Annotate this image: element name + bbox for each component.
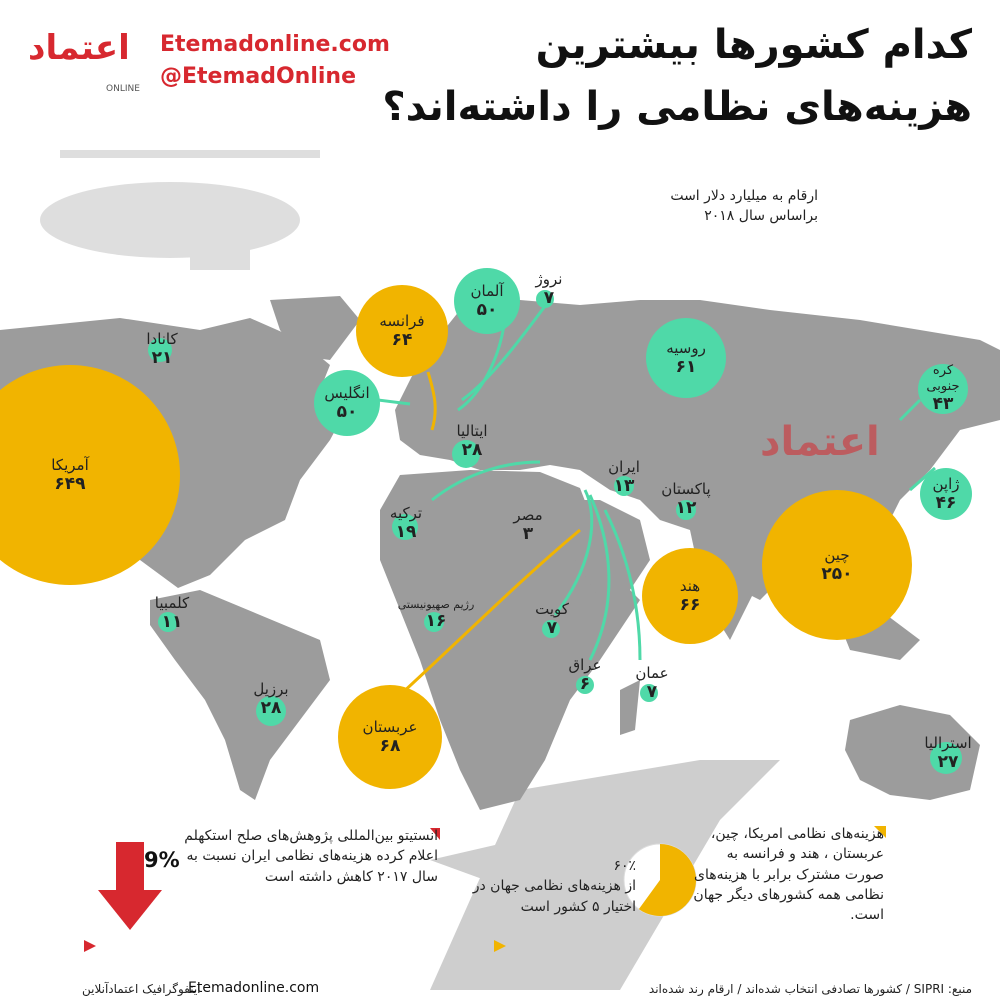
label-brazil [236, 680, 306, 718]
label-turkey [374, 504, 438, 542]
label-pakistan [650, 480, 722, 518]
country-name: هند [679, 576, 701, 595]
country-name: مصر [513, 506, 543, 524]
country-value: ۱۳ [613, 476, 635, 496]
country-value: ۷ [543, 288, 555, 308]
country-name: نروژ [535, 270, 563, 288]
country-name: چین [824, 545, 850, 564]
country-value: ۲۸ [260, 698, 282, 718]
country-name: روسیه [666, 338, 706, 357]
country-name: عربستان [362, 717, 418, 736]
label-oman [624, 664, 680, 702]
country-value: ۱۲ [675, 498, 697, 518]
country-name: ترکیه [389, 504, 423, 522]
country-name: رژیم صهیونیستی [397, 598, 475, 611]
bubble-japan [920, 468, 972, 520]
country-name: فرانسه [379, 311, 425, 330]
bubble-china [762, 490, 912, 640]
country-name: انگلیس [324, 383, 370, 402]
label-canada [130, 330, 194, 368]
bubble-saudi [338, 685, 442, 789]
bubble-france [356, 285, 448, 377]
label-iraq [560, 656, 610, 694]
country-value: ۴۶ [935, 492, 957, 513]
bubble-india [642, 548, 738, 644]
title-line-1: کدام کشورها بیشترین [535, 22, 972, 68]
country-name: کانادا [146, 330, 178, 348]
label-australia [908, 734, 988, 772]
footer-credit: اینفوگرافیک اعتمادآنلاین [82, 982, 201, 996]
country-name: پاکستان [661, 480, 711, 498]
label-israel [390, 598, 482, 632]
country-name: استرالیا [924, 734, 972, 752]
site-url[interactable]: Etemadonline.com [160, 32, 390, 57]
helicopter-illustration [40, 150, 320, 270]
unit-note: ارقام به میلیارد دلار است [670, 188, 818, 204]
iran-drop-note: انستیتو بین‌المللی پژوهش‌های صلح استکهلم اعلام کرده هزینه‌های نظامی ایران نسبت به سال ۲۰۱۷ کاهش داشته است [184, 828, 438, 885]
country-value: ۲۷ [937, 752, 959, 772]
country-name: کلمبیا [154, 594, 190, 612]
country-value: ۶۸ [379, 735, 401, 756]
country-value: ۲۸ [461, 440, 483, 460]
country-value: ۷ [646, 682, 658, 702]
title-line-2: هزینه‌های نظامی را داشته‌اند؟ [382, 84, 972, 130]
label-colombia [140, 594, 204, 632]
logo-text: اعتماد [28, 28, 130, 68]
country-name: عمان [635, 664, 669, 682]
bubble-uk [314, 370, 380, 436]
country-name: کره جنوبی [926, 363, 960, 394]
logo-sub: ONLINE [106, 84, 140, 94]
country-value: ۱۹ [395, 522, 417, 542]
country-value: ۶۱ [675, 356, 697, 377]
label-iran [596, 458, 652, 496]
pie-percent: ۶۰٪ [613, 858, 636, 874]
country-name: عراق [568, 656, 602, 674]
country-value: ۱۱ [161, 612, 183, 632]
country-value: ۶ [579, 674, 591, 694]
iran-drop-percent: 9% [144, 848, 180, 872]
country-value: ۵۰ [336, 401, 358, 422]
country-value: ۲۵۰ [821, 563, 853, 584]
country-name: ایران [608, 458, 640, 476]
map-watermark-logo: اعتماد [760, 419, 880, 465]
country-name: آمریکا [51, 455, 89, 474]
bubble-south-korea [918, 364, 968, 414]
country-value: ۲۱ [151, 348, 173, 368]
year-note: براساس سال ۲۰۱۸ [704, 208, 818, 224]
country-name: ایتالیا [456, 422, 488, 440]
footer-source: منبع: SIPRI / کشورها تصادفی انتخاب شده‌اند / ارقام رند شده‌اند [648, 982, 972, 996]
label-egypt [500, 506, 556, 544]
country-name: برزیل [253, 680, 289, 698]
country-value: ۳ [522, 524, 534, 544]
country-name: کویت [535, 600, 569, 618]
pie-text: از هزینه‌های نظامی جهان در اختیار ۵ کشور است [472, 878, 636, 915]
summary-note: هزینه‌های نظامی امریکا، چین، عربستان ، هند و فرانسه به صورت مشترک برابر با هزینه‌های نظامی همه کشورهای دیگر جهان است. [693, 826, 884, 924]
footer-site[interactable]: Etemadonline.com [188, 980, 320, 996]
country-name: ژاپن [932, 474, 960, 493]
country-value: ۶۴ [391, 329, 413, 350]
bubble-russia [646, 318, 726, 398]
pie-note [456, 856, 636, 917]
country-value: ۴۳ [932, 394, 954, 415]
country-value: ۵۰ [476, 299, 498, 320]
label-italy [440, 422, 504, 460]
country-value: ۶۴۹ [54, 473, 86, 494]
country-value: ۶۶ [679, 594, 701, 615]
label-kuwait [524, 600, 580, 638]
country-value: ۱۶ [425, 611, 447, 632]
marker-left-icon [84, 940, 96, 952]
social-handle[interactable]: @EtemadOnline [160, 64, 357, 89]
country-name: آلمان [470, 281, 504, 300]
bubble-germany [454, 268, 520, 334]
country-value: ۷ [546, 618, 558, 638]
label-norway [524, 270, 574, 308]
